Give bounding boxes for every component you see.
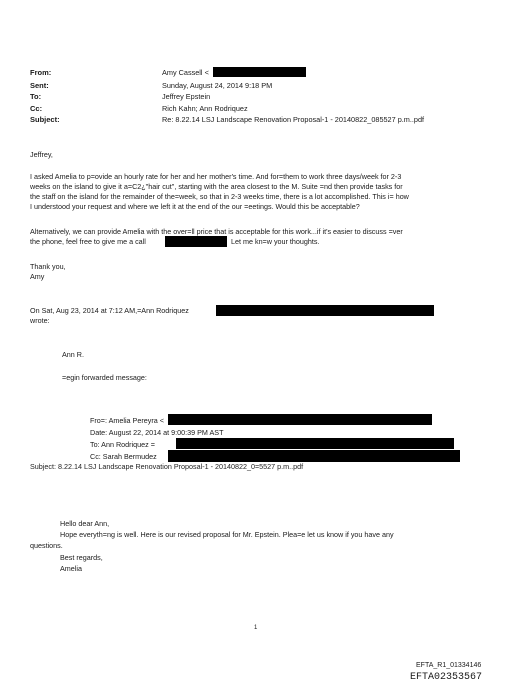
paragraph-1-line-4: I understood your request and where we left it at the end of the our =eetings. Would this be acceptable? [30, 202, 360, 211]
quoted-signoff: Ann R. [62, 350, 84, 359]
bates-id-small: EFTA_R1_01334146 [416, 662, 482, 669]
fwd-from: Fro=: Amelia Pereyra < [90, 416, 164, 425]
fwd-greeting: Hello dear Ann, [60, 519, 110, 528]
fwd-cc: Cc: Sarah Bermudez [90, 452, 157, 461]
redaction [213, 67, 306, 77]
closing-thanks: Thank you, [30, 262, 66, 271]
begin-forwarded: =egin forwarded message: [62, 373, 147, 382]
salutation: Jeffrey, [30, 150, 53, 159]
redaction [168, 450, 460, 462]
from-label: From: [30, 68, 52, 77]
paragraph-2-line-2a: the phone, feel free to give me a call [30, 237, 146, 246]
fwd-line-2: questions. [30, 541, 63, 550]
fwd-regards: Best regards, [60, 553, 103, 562]
subject-label: Subject: [30, 115, 60, 124]
fwd-date: Date: August 22, 2014 at 9:00:39 PM AST [90, 428, 224, 437]
redaction [168, 414, 432, 425]
fwd-name: Amelia [60, 564, 82, 573]
paragraph-2-line-1: Alternatively, we can provide Amelia with the over=ll price that is acceptable for this work...if it's easier to discuss =ver [30, 227, 403, 236]
paragraph-1-line-1: I asked Amelia to p=ovide an hourly rate for her and her mother's time. And for=them to work three days/week for 2-3 [30, 172, 402, 181]
cc-value: Rich Kahn; Ann Rodriquez [162, 104, 248, 113]
redaction [216, 305, 434, 316]
cc-label: Cc: [30, 104, 43, 113]
paragraph-1-line-3: the staff on the island for the remainder of the=week, so that in 2-3 weeks time, there is a lot accomplished. This i= how [30, 192, 409, 201]
quoted-wrote: wrote: [30, 316, 50, 325]
redaction [165, 236, 227, 247]
to-value: Jeffrey Epstein [162, 92, 211, 101]
sent-label: Sent: [30, 81, 49, 90]
paragraph-1-line-2: weeks on the island to give it a=C2¿"hair cut", starting with the area closest to the M. Suite =nd then provide tasks for [30, 182, 403, 191]
fwd-to: To: Ann Rodriquez = [90, 440, 155, 449]
quoted-on-line: On Sat, Aug 23, 2014 at 7:12 AM,=Ann Rodriquez [30, 306, 189, 315]
from-value: Amy Cassell < [162, 68, 209, 77]
fwd-subject: Subject: 8.22.14 LSJ Landscape Renovation Proposal-1 - 20140822_0=5527 p.m..pdf [30, 462, 304, 471]
paragraph-2-line-2b: Let me kn=w your thoughts. [231, 237, 320, 246]
closing-name: Amy [30, 272, 45, 281]
to-label: To: [30, 92, 42, 101]
bates-id-large: EFTA02353567 [410, 672, 483, 683]
subject-value: Re: 8.22.14 LSJ Landscape Renovation Proposal-1 - 20140822_085527 p.m..pdf [162, 115, 425, 124]
fwd-line-1: Hope everyth=ng is well. Here is our revised proposal for Mr. Epstein. Plea=e let us know if you have any [60, 530, 394, 539]
page-number: 1 [254, 625, 258, 631]
redaction [176, 438, 454, 449]
sent-value: Sunday, August 24, 2014 9:18 PM [162, 81, 273, 90]
